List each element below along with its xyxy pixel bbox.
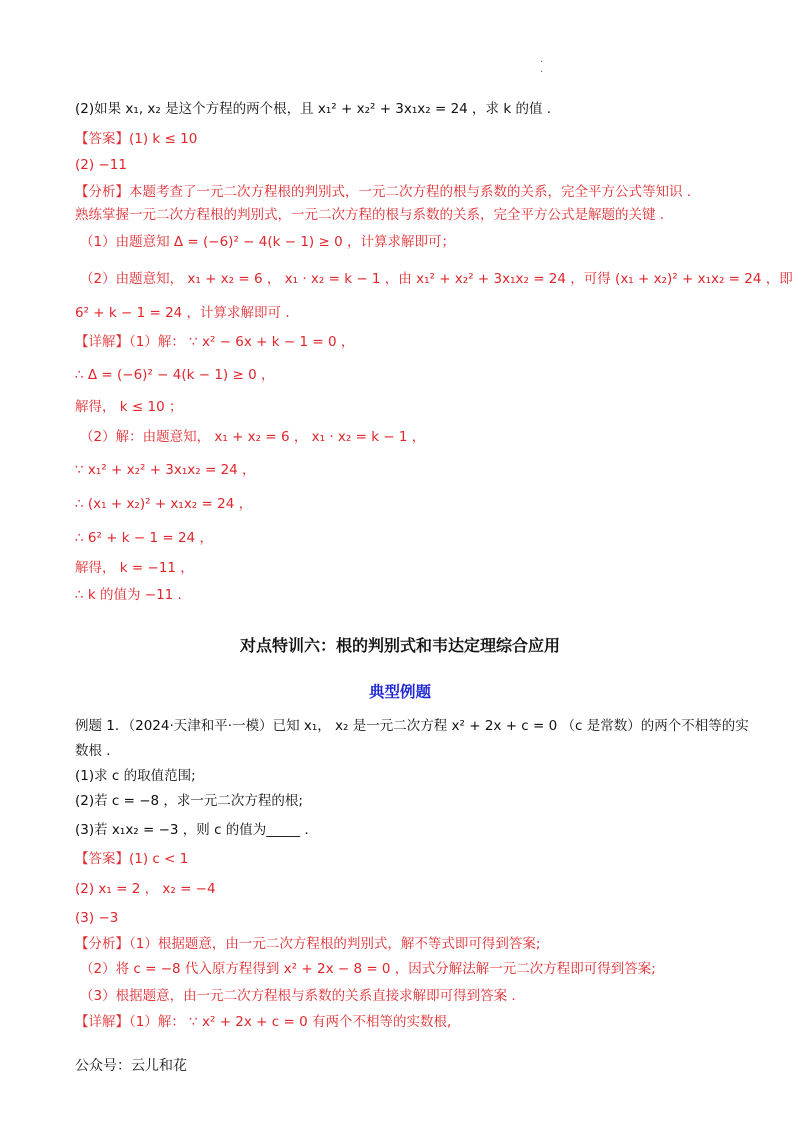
example-1-analysis-2: （2）将 c = −8 代入原方程得到 x² + 2x − 8 = 0 ，因式分解法解一元二次方程即可得到答案;	[80, 961, 656, 977]
example-1-question-2: (2)若 c = −8 ，求一元二次方程的根;	[75, 793, 303, 809]
example-1-answer-1: 【答案】(1) c < 1	[75, 851, 189, 867]
example-1-question-3: (3)若 x₁x₂ = −3 ，则 c 的值为_____ .	[75, 822, 309, 838]
example-1-detail-1: 【详解】（1）解： ∵ x² + 2x + c = 0 有两个不相等的实数根,	[75, 1014, 452, 1030]
example-1-answer-3: (3) −3	[75, 910, 119, 926]
detail-line-9: ∴ k 的值为 −11 .	[75, 587, 182, 603]
question-2: (2)如果 x₁, x₂ 是这个方程的两个根，且 x₁² + x₂² + 3x₁x₂ = 24 ，求 k 的值 .	[75, 101, 552, 117]
analysis-line-4: （2）由题意知， x₁ + x₂ = 6 ， x₁ · x₂ = k − 1 ，由 x₁² + x₂² + 3x₁x₂ = 24 ，可得 (x₁ + x₂)² + x₁x₂ = 24 ，即	[80, 271, 793, 287]
detail-line-8: 解得， k = −11 ，	[75, 560, 194, 576]
example-1-line-2: 数根 .	[75, 743, 111, 759]
example-1-analysis-3: （3）根据题意，由一元二次方程根与系数的关系直接求解即可得到答案 .	[80, 988, 516, 1004]
detail-line-4: （2）解：由题意知， x₁ + x₂ = 6 ， x₁ · x₂ = k − 1 ，	[80, 429, 426, 445]
section-title: 对点特训六：根的判别式和韦达定理综合应用	[239, 636, 560, 655]
detail-line-5: ∵ x₁² + x₂² + 3x₁x₂ = 24 ，	[75, 462, 256, 478]
footer-text: 公众号：云儿和花	[75, 1058, 187, 1074]
detail-line-2: ∴ Δ = (−6)² − 4(k − 1) ≥ 0 ，	[75, 367, 275, 383]
answer-1: 【答案】(1) k ≤ 10	[75, 131, 198, 147]
section-subtitle: 典型例题	[368, 683, 431, 701]
analysis-line-1: 【分析】本题考查了一元二次方程根的判别式，一元二次方程的根与系数的关系，完全平方公式等知识 .	[75, 184, 692, 200]
analysis-line-5: 6² + k − 1 = 24 ，计算求解即可 .	[75, 305, 290, 321]
detail-line-3: 解得， k ≤ 10 ；	[75, 399, 183, 415]
answer-2: (2) −11	[75, 157, 127, 173]
detail-line-6: ∴ (x₁ + x₂)² + x₁x₂ = 24 ，	[75, 496, 253, 512]
analysis-line-2: 熟练掌握一元二次方程根的判别式，一元二次方程的根与系数的关系，完全平方公式是解题的关键 .	[75, 207, 665, 223]
example-1-question-1: (1)求 c 的取值范围;	[75, 768, 196, 784]
analysis-line-3: （1）由题意知 Δ = (−6)² − 4(k − 1) ≥ 0 ，计算求解即可；	[80, 234, 455, 250]
detail-line-7: ∴ 6² + k − 1 = 24 ，	[75, 530, 213, 546]
example-1-answer-2: (2) x₁ = 2 ， x₂ = −4	[75, 881, 216, 897]
example-1-analysis-1: 【分析】（1）根据题意，由一元二次方程根的判别式，解不等式即可得到答案;	[75, 936, 541, 952]
detail-line-1: 【详解】（1）解： ∵ x² − 6x + k − 1 = 0 ，	[75, 334, 355, 350]
example-1-line-1: 例题 1．（2024·天津和平·一模）已知 x₁， x₂ 是一元二次方程 x² + 2x + c = 0 （c 是常数）的两个不相等的实	[75, 718, 749, 734]
header-dots: · ·	[540, 57, 544, 78]
